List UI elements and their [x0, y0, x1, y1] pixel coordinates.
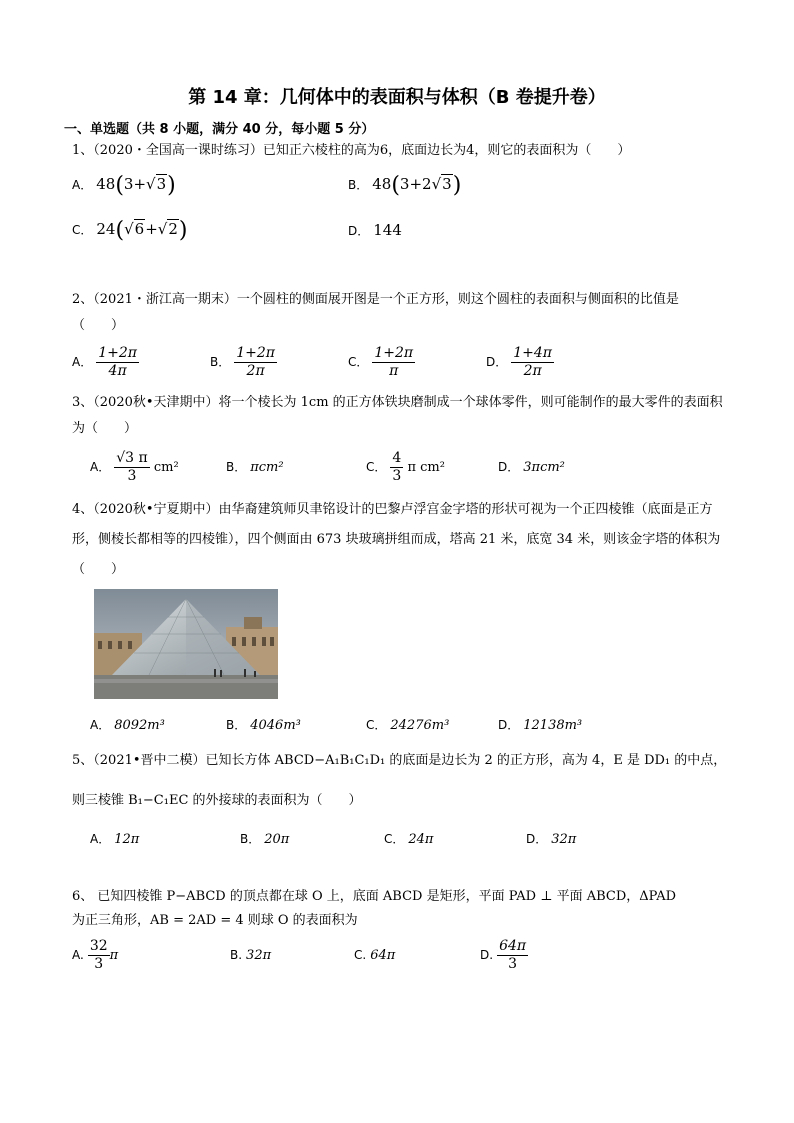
q2-option-d: D． $\frac{1+4\pi}{2\pi}$ — [486, 345, 552, 379]
q4-option-d: D． 12138m³ — [498, 718, 583, 733]
q4-option-b: B． 4046m³ — [226, 718, 301, 733]
q5-option-d: D． 32π — [526, 832, 577, 847]
louvre-pyramid-image — [94, 589, 278, 699]
question-5-line-2: 则三棱锥 B₁−C₁EC 的外接球的表面积为（ ） — [72, 793, 362, 808]
q2-option-b: B． $\frac{1+2\pi}{2\pi}$ — [210, 345, 275, 379]
q3-option-d: D． 3πcm² — [498, 460, 565, 475]
q5-option-a: A． 12π — [90, 832, 140, 847]
page-title: 第 14 章：几何体中的表面积与体积（B 卷提升卷） — [188, 87, 606, 108]
q3-option-a: A． $\frac{√3 \pi}{3}$ cm² — [90, 450, 179, 484]
louvre-pyramid-photo — [94, 589, 278, 699]
question-4-text: 4、（2020秋•宁夏期中）由华裔建筑师贝聿铭设计的巴黎卢浮宫金字塔的形状可视为一个正四棱锥（底面是正方形，侧棱长都相等的四棱锥），四个侧面由 673 块玻璃拼组而成，塔高 21 米，底宽 34 米，则该金字塔的体积为（ ） — [72, 502, 721, 577]
q1-option-c: C． 24(√6+√2) — [72, 218, 188, 243]
question-6-line-2: 为正三角形，AB = 2AD = 4 则球 O 的表面积为 — [72, 913, 358, 928]
q3-option-b: B． πcm² — [226, 460, 284, 475]
q6-option-c: C. 64π — [354, 948, 396, 963]
q1-option-d: D． 144 — [348, 221, 402, 239]
q2-option-c: C． $\frac{1+2\pi}{\pi}$ — [348, 345, 414, 379]
question-3-text: 3、（2020秋•天津期中）将一个棱长为 1cm 的正方体铁块磨制成一个球体零件，则可能制作的最大零件的表面积为（ ） — [72, 395, 723, 436]
q6-option-b: B. 32π — [230, 948, 272, 963]
q3-option-c: C． $\frac{4}{3}$ π cm² — [366, 450, 445, 484]
question-1-text: 1、（2020・全国高一课时练习）已知正六棱柱的高为6，底面边长为4，则它的表面积为（ ） — [72, 143, 631, 158]
q5-option-b: B． 20π — [240, 832, 290, 847]
q4-option-c: C． 24276m³ — [366, 718, 450, 733]
section-heading: 一、单选题（共 8 小题，满分 40 分，每小题 5 分） — [64, 122, 375, 137]
q6-option-d: D. $\frac{64\pi}{3}$ — [480, 938, 527, 972]
q4-option-a: A． 8092m³ — [90, 718, 165, 733]
q1-option-b: B． 48(3+2√3) — [348, 173, 462, 198]
question-6-line-1: 6、 已知四棱锥 P−ABCD 的顶点都在球 O 上，底面 ABCD 是矩形，平面 PAD ⊥ 平面 ABCD，ΔPAD — [72, 889, 677, 904]
question-2-text: 2、（2021・浙江高一期末）一个圆柱的侧面展开图是一个正方形，则这个圆柱的表面积与侧面积的比值是 （ ） — [72, 292, 679, 333]
q5-option-c: C． 24π — [384, 832, 434, 847]
question-5-line-1: 5、（2021•晋中二模）已知长方体 ABCD−A₁B₁C₁D₁ 的底面是边长为 2 的正方形，高为 4，E 是 DD₁ 的中点， — [72, 753, 727, 768]
q6-option-a: A. $\frac{32}{3}$ π — [72, 938, 119, 972]
q1-option-a: A． 48(3+√3) — [72, 173, 176, 198]
q2-option-a: A． $\frac{1+2\pi}{4\pi}$ — [72, 345, 137, 379]
